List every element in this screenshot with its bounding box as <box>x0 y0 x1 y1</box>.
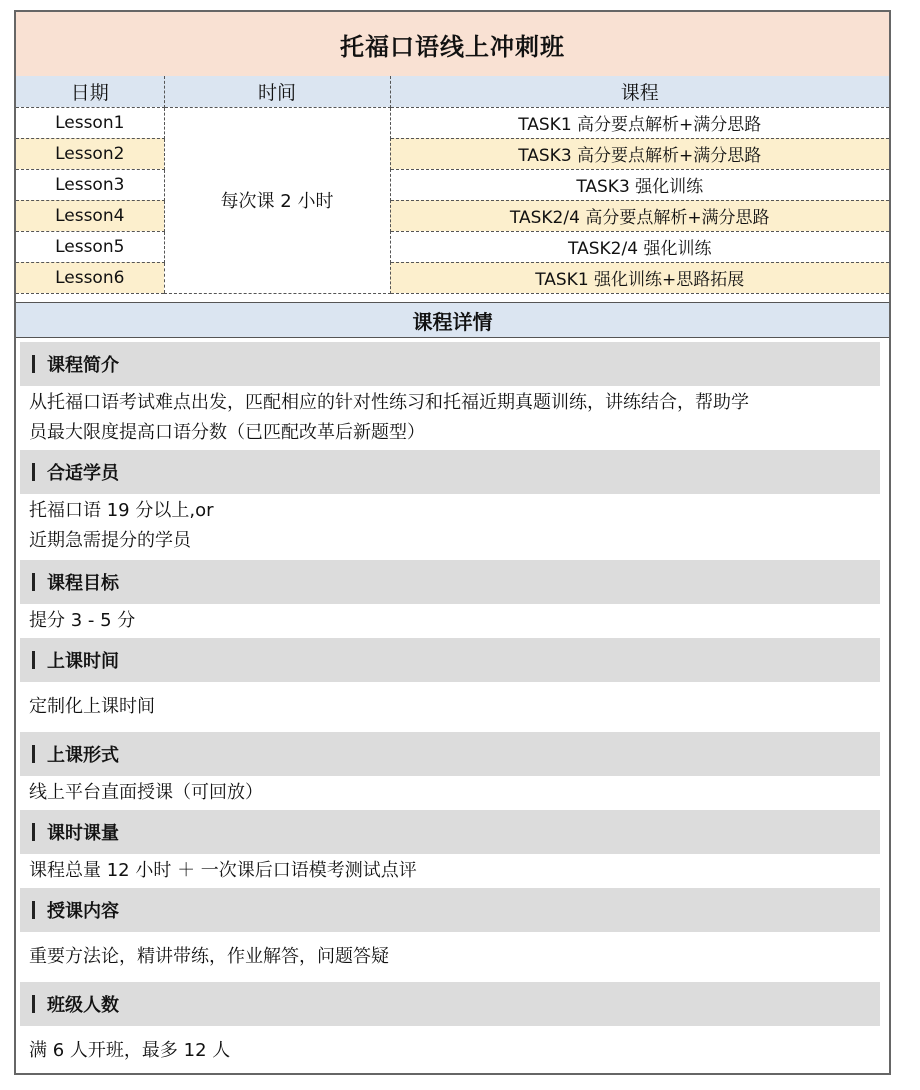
heading-bar-icon <box>32 995 35 1013</box>
section-body-format <box>29 778 879 808</box>
header-date: 日期 <box>16 76 164 107</box>
course-cell: TASK1 高分要点解析+满分思路 <box>390 107 889 138</box>
page-title: 托福口语线上冲刺班 <box>16 12 889 77</box>
table-row <box>16 262 889 293</box>
section-heading-class-time <box>20 638 880 682</box>
section-heading-content <box>20 888 880 932</box>
section-heading-label: 授课内容 <box>47 901 119 922</box>
heading-bar-icon <box>32 573 35 591</box>
course-cell: TASK3 高分要点解析+满分思路 <box>390 138 889 169</box>
course-cell: TASK3 强化训练 <box>390 169 889 200</box>
body-line: 近期急需提分的学员 <box>29 530 191 551</box>
lesson-cell: Lesson4 <box>16 200 164 231</box>
section-body-class-time <box>29 692 879 722</box>
heading-bar-icon <box>32 901 35 919</box>
section-body-intro <box>29 388 879 448</box>
heading-bar-icon <box>32 823 35 841</box>
table-row <box>16 169 889 200</box>
section-body-goal <box>29 606 879 636</box>
section-body-content <box>29 942 879 972</box>
section-heading-label: 课时课量 <box>47 823 119 844</box>
section-heading-format <box>20 732 880 776</box>
body-line: 提分 3 - 5 分 <box>29 610 136 631</box>
header-time: 时间 <box>164 76 390 107</box>
course-cell: TASK1 强化训练+思路拓展 <box>390 262 889 293</box>
section-heading-goal <box>20 560 880 604</box>
section-heading-label: 课程简介 <box>47 355 119 376</box>
table-row <box>16 200 889 231</box>
body-line: 重要方法论，精讲带练，作业解答，问题答疑 <box>29 946 389 967</box>
heading-bar-icon <box>32 745 35 763</box>
lesson-cell: Lesson6 <box>16 262 164 293</box>
section-heading-label: 课程目标 <box>47 573 119 594</box>
body-line: 员最大限度提高口语分数（已匹配改革后新题型） <box>29 422 425 443</box>
section-heading-label: 上课形式 <box>47 745 119 766</box>
section-body-students <box>29 496 879 556</box>
section-heading-students <box>20 450 880 494</box>
table-row <box>16 138 889 169</box>
table-row <box>16 231 889 262</box>
section-heading-label: 合适学员 <box>47 463 119 484</box>
body-line: 定制化上课时间 <box>29 696 155 717</box>
section-heading-hours <box>20 810 880 854</box>
section-heading-label: 上课时间 <box>47 651 119 672</box>
section-heading-intro <box>20 342 880 386</box>
schedule-header-row <box>16 76 889 107</box>
lesson-cell: Lesson3 <box>16 169 164 200</box>
section-body-hours <box>29 856 879 886</box>
lesson-cell: Lesson1 <box>16 107 164 138</box>
time-cell: 每次课 2 小时 <box>164 107 390 293</box>
heading-bar-icon <box>32 463 35 481</box>
table-row <box>16 107 889 138</box>
document-frame <box>14 10 891 1075</box>
heading-bar-icon <box>32 651 35 669</box>
body-line: 线上平台直面授课（可回放） <box>29 782 263 803</box>
body-line: 从托福口语考试难点出发，匹配相应的针对性练习和托福近期真题训练，讲练结合，帮助学 <box>29 392 749 413</box>
schedule-table <box>16 76 889 294</box>
body-line: 托福口语 19 分以上,or <box>29 500 214 521</box>
course-cell: TASK2/4 高分要点解析+满分思路 <box>390 200 889 231</box>
heading-bar-icon <box>32 355 35 373</box>
body-line: 课程总量 12 小时 ＋ 一次课后口语模考测试点评 <box>29 860 417 881</box>
section-heading-label: 班级人数 <box>47 995 119 1016</box>
course-cell: TASK2/4 强化训练 <box>390 231 889 262</box>
body-line: 满 6 人开班，最多 12 人 <box>29 1040 231 1061</box>
lesson-cell: Lesson5 <box>16 231 164 262</box>
lesson-cell: Lesson2 <box>16 138 164 169</box>
header-course: 课程 <box>390 76 889 107</box>
section-body-class-size <box>29 1036 879 1066</box>
section-heading-class-size <box>20 982 880 1026</box>
details-title: 课程详情 <box>16 302 889 338</box>
